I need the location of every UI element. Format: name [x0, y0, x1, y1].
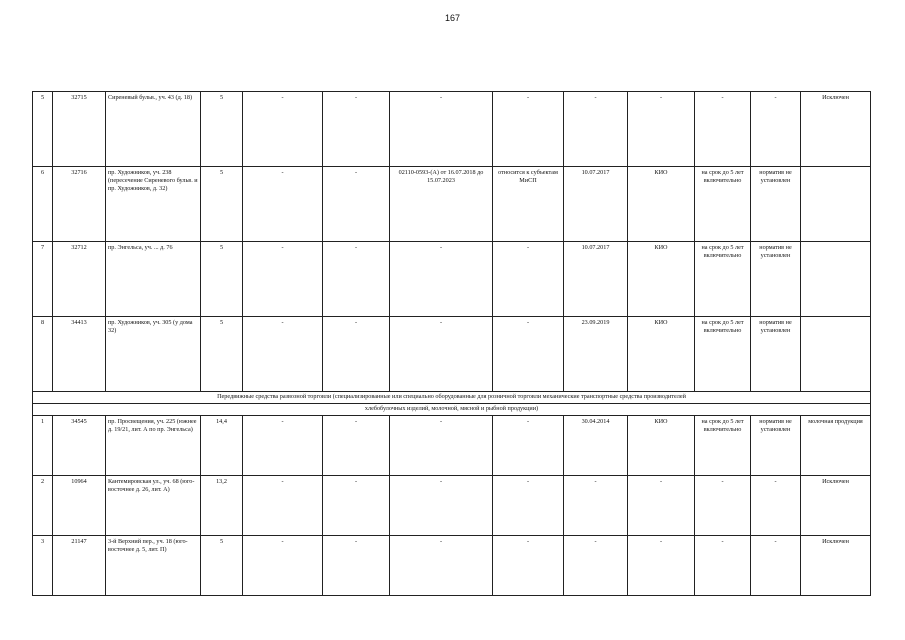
- cell-document: -: [390, 476, 493, 536]
- cell-col-1: -: [243, 476, 323, 536]
- cell-row-number: 7: [33, 242, 53, 317]
- cell-object-id: 10964: [53, 476, 106, 536]
- section-header-line-1: Передвижные средства развозной торговли (специализированные или специально оборудованные для розничной торговли механические транспортные средства производителей: [33, 392, 871, 404]
- cell-term: -: [695, 476, 751, 536]
- cell-address: 3-й Верхний пер., уч. 18 (юго-восточнее д. 5, лит. П): [106, 536, 201, 596]
- cell-category: -: [493, 317, 564, 392]
- cell-row-number: 2: [33, 476, 53, 536]
- cell-address: Кантемировская ул., уч. 68 (юго-восточнее д. 26, лит. А): [106, 476, 201, 536]
- table-row: [33, 92, 871, 167]
- cell-norm: норматив не установлен: [751, 416, 801, 476]
- cell-date: -: [564, 92, 628, 167]
- table-row: [33, 476, 871, 536]
- cell-address: пр. Просвещения, уч. 225 (южнее д. 19/21, лит. А по пр. Энгельса): [106, 416, 201, 476]
- cell-date: 30.04.2014: [564, 416, 628, 476]
- cell-date: -: [564, 476, 628, 536]
- data-table: [32, 91, 871, 596]
- cell-term: -: [695, 536, 751, 596]
- cell-address: пр. Художников, уч. 238 (пересечение Сиреневого бульв. и пр. Художников, д. 32): [106, 167, 201, 242]
- cell-category: -: [493, 242, 564, 317]
- table-row: [33, 536, 871, 596]
- cell-document: -: [390, 536, 493, 596]
- cell-object-id: 21147: [53, 536, 106, 596]
- cell-norm: норматив не установлен: [751, 167, 801, 242]
- cell-object-id: 34413: [53, 317, 106, 392]
- cell-term: на срок до 5 лет включительно: [695, 317, 751, 392]
- cell-row-number: 1: [33, 416, 53, 476]
- table-row: [33, 317, 871, 392]
- cell-row-number: 3: [33, 536, 53, 596]
- cell-col-2: -: [323, 167, 390, 242]
- cell-authority: -: [628, 92, 695, 167]
- cell-col-1: -: [243, 317, 323, 392]
- cell-area: 5: [201, 242, 243, 317]
- cell-col-1: -: [243, 416, 323, 476]
- cell-object-id: 32716: [53, 167, 106, 242]
- cell-category: -: [493, 476, 564, 536]
- cell-date: 23.09.2019: [564, 317, 628, 392]
- table-row: [33, 167, 871, 242]
- cell-term: на срок до 5 лет включительно: [695, 416, 751, 476]
- cell-row-number: 8: [33, 317, 53, 392]
- cell-document: -: [390, 317, 493, 392]
- cell-note: молочная продукция: [801, 416, 871, 476]
- cell-document: -: [390, 92, 493, 167]
- cell-document: -: [390, 242, 493, 317]
- cell-note: Исключен: [801, 92, 871, 167]
- cell-col-2: -: [323, 416, 390, 476]
- cell-area: 5: [201, 92, 243, 167]
- cell-note: Исключен: [801, 476, 871, 536]
- cell-object-id: 32712: [53, 242, 106, 317]
- cell-date: -: [564, 536, 628, 596]
- cell-col-2: -: [323, 476, 390, 536]
- cell-term: -: [695, 92, 751, 167]
- cell-row-number: 5: [33, 92, 53, 167]
- cell-col-1: -: [243, 536, 323, 596]
- cell-col-2: -: [323, 317, 390, 392]
- cell-norm: норматив не установлен: [751, 317, 801, 392]
- cell-object-id: 34545: [53, 416, 106, 476]
- cell-note: [801, 167, 871, 242]
- cell-area: 14,4: [201, 416, 243, 476]
- cell-category: -: [493, 536, 564, 596]
- cell-norm: -: [751, 476, 801, 536]
- cell-term: на срок до 5 лет включительно: [695, 242, 751, 317]
- cell-col-1: -: [243, 242, 323, 317]
- cell-authority: -: [628, 476, 695, 536]
- cell-col-1: -: [243, 167, 323, 242]
- cell-address: пр. Художников, уч. 305 (у дома 32): [106, 317, 201, 392]
- cell-category: -: [493, 416, 564, 476]
- cell-norm: -: [751, 92, 801, 167]
- section-header-row: [33, 404, 871, 416]
- cell-document: -: [390, 416, 493, 476]
- cell-col-1: -: [243, 92, 323, 167]
- cell-col-2: -: [323, 242, 390, 317]
- cell-authority: КИО: [628, 167, 695, 242]
- cell-row-number: 6: [33, 167, 53, 242]
- cell-note: [801, 242, 871, 317]
- cell-date: 10.07.2017: [564, 167, 628, 242]
- cell-area: 13,2: [201, 476, 243, 536]
- table-row: [33, 416, 871, 476]
- cell-area: 5: [201, 536, 243, 596]
- cell-note: Исключен: [801, 536, 871, 596]
- cell-authority: КИО: [628, 242, 695, 317]
- cell-area: 5: [201, 317, 243, 392]
- cell-document: 02110-0593-(А) от 16.07.2018 до 15.07.2023: [390, 167, 493, 242]
- cell-category: -: [493, 92, 564, 167]
- cell-norm: норматив не установлен: [751, 242, 801, 317]
- cell-address: пр. Энгельса, уч. ... д. 76: [106, 242, 201, 317]
- page-number: 167: [444, 13, 461, 23]
- section-header-row: [33, 392, 871, 404]
- cell-object-id: 32715: [53, 92, 106, 167]
- section-header-line-2: хлебобулочных изделий, молочной, мясной и рыбной продукции): [33, 404, 871, 416]
- table-row: [33, 242, 871, 317]
- cell-date: 10.07.2017: [564, 242, 628, 317]
- cell-term: на срок до 5 лет включительно: [695, 167, 751, 242]
- cell-note: [801, 317, 871, 392]
- cell-col-2: -: [323, 92, 390, 167]
- cell-authority: КИО: [628, 317, 695, 392]
- cell-norm: -: [751, 536, 801, 596]
- cell-category: относится к субъектам МиСП: [493, 167, 564, 242]
- cell-authority: -: [628, 536, 695, 596]
- cell-authority: КИО: [628, 416, 695, 476]
- cell-address: Сиреневый бульв., уч. 43 (д. 18): [106, 92, 201, 167]
- cell-col-2: -: [323, 536, 390, 596]
- cell-area: 5: [201, 167, 243, 242]
